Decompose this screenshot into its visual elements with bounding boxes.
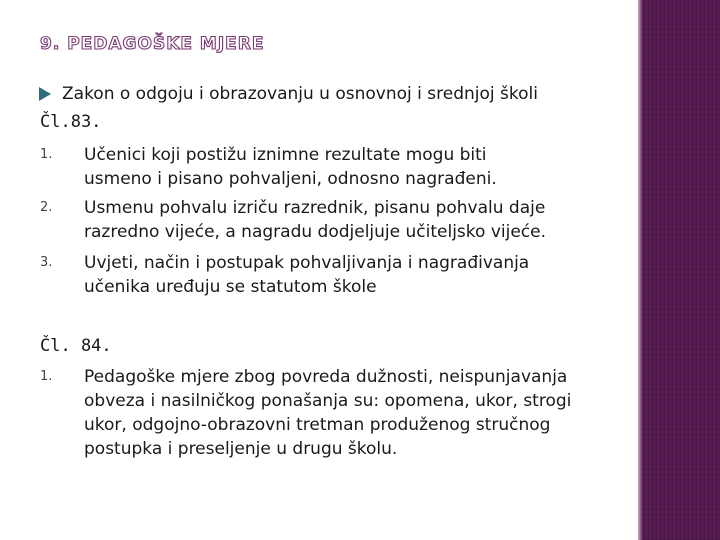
list-item-text: postupka i preseljenje u drugu školu.: [84, 439, 398, 459]
law-heading: Zakon o odgoju i obrazovanju u osnovnoj i srednjoj školi: [62, 84, 538, 104]
list-item-text: učenika uređuju se statutom škole: [84, 277, 377, 297]
list-item-number: 3.: [40, 255, 53, 270]
list-item-text: Pedagoške mjere zbog povreda dužnosti, neispunjavanja: [84, 367, 568, 387]
list-item-text: obveza i nasilničkog ponašanja su: opomena, ukor, strogi: [84, 391, 572, 411]
list-item-text: Uvjeti, način i postupak pohvaljivanja i nagrađivanja: [84, 253, 530, 273]
sidebar-edge: [638, 0, 642, 540]
list-item-number: 2.: [40, 200, 53, 215]
article-84-label: Čl. 84.: [40, 336, 112, 356]
list-item-number: 1.: [40, 369, 53, 384]
list-item-text: usmeno i pisano pohvaljeni, odnosno nagrađeni.: [84, 169, 497, 189]
sidebar-texture: [642, 0, 720, 540]
list-item-text: Učenici koji postižu iznimne rezultate mogu biti: [84, 145, 487, 165]
list-item-text: ukor, odgojno-obrazovni tretman produženog stručnog: [84, 415, 551, 435]
slide-title: 9. PEDAGOŠKE MJERE: [40, 34, 265, 54]
list-item-number: 1.: [40, 147, 53, 162]
list-item-text: razredno vijeće, a nagradu dodjeljuje učiteljsko vijeće.: [84, 222, 546, 242]
article-83-label: Čl.83.: [40, 112, 102, 132]
list-item-text: Usmenu pohvalu izriču razrednik, pisanu pohvalu daje: [84, 198, 546, 218]
arrow-bullet-icon: [39, 87, 51, 101]
